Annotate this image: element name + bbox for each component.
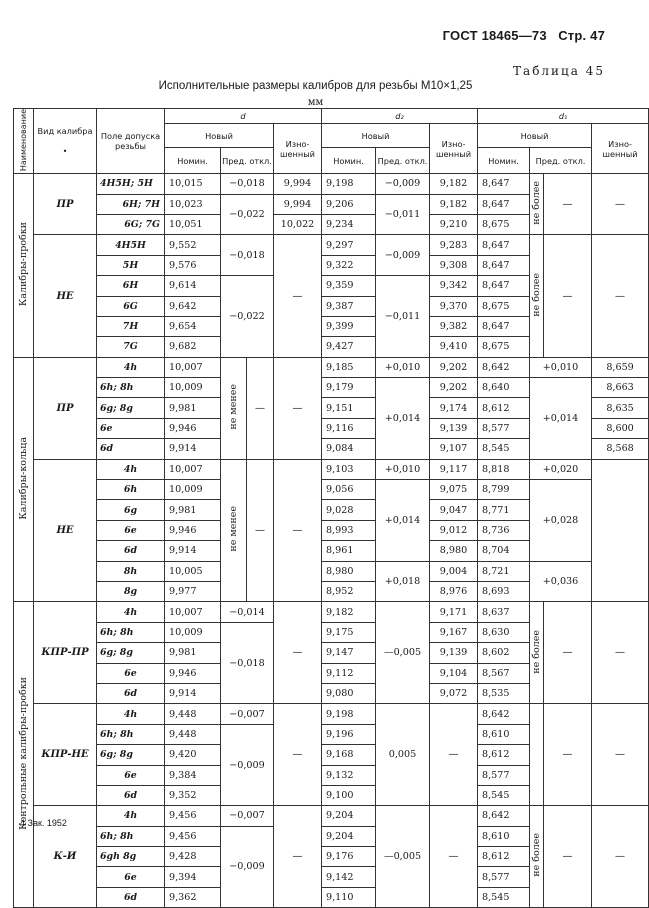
table-cell: +0,014 xyxy=(530,378,592,460)
table-cell: 6d xyxy=(97,541,165,561)
kind-pr-ring: ПР xyxy=(34,357,97,459)
table-cell: 9,428 xyxy=(165,847,221,867)
table-cell: 9,399 xyxy=(322,316,376,336)
table-cell: 8,693 xyxy=(478,581,530,601)
table-cell: 8,736 xyxy=(478,520,530,540)
ne-menee-label: не менее xyxy=(221,459,247,602)
header-d2-izn: Изно-шенный xyxy=(430,124,478,174)
table-cell: 9,103 xyxy=(322,459,376,479)
table-cell xyxy=(530,704,544,806)
table-cell: 9,004 xyxy=(430,561,478,581)
group-kontrol: Контрольные калибры-пробки xyxy=(14,602,34,908)
table-cell: 10,009 xyxy=(165,622,221,642)
table-cell: 0,005 xyxy=(376,704,430,806)
table-cell: −0,014 xyxy=(221,602,274,622)
table-cell: 6h; 8h xyxy=(97,622,165,642)
kind-kpr-ne: КПР-НЕ xyxy=(34,704,97,806)
table-cell: 9,387 xyxy=(322,296,376,316)
table-cell: 8,635 xyxy=(592,398,649,418)
table-cell: 9,427 xyxy=(322,337,376,357)
table-cell: 6d xyxy=(97,785,165,805)
table-cell: 9,167 xyxy=(430,622,478,642)
table-cell: 9,234 xyxy=(322,214,376,234)
table-cell: 9,100 xyxy=(322,785,376,805)
table-cell: 8,642 xyxy=(478,806,530,826)
ne-bolee-label: не более xyxy=(530,602,544,704)
table-cell: 6H xyxy=(97,276,165,296)
table-cell: — xyxy=(544,235,592,357)
table-cell: — xyxy=(544,174,592,235)
header-d-pred: Пред. откл. xyxy=(221,148,274,174)
table-cell: 8,771 xyxy=(478,500,530,520)
table-cell: — xyxy=(592,602,649,704)
table-cell: 9,359 xyxy=(322,276,376,296)
table-cell: 10,007 xyxy=(165,602,221,622)
table-cell: 9,448 xyxy=(165,724,221,744)
table-cell: 10,007 xyxy=(165,459,221,479)
table-cell: 9,994 xyxy=(274,174,322,194)
table-cell: 4h xyxy=(97,704,165,724)
table-cell: 8,647 xyxy=(478,174,530,194)
table-cell: 6h; 8h xyxy=(97,724,165,744)
table-cell: 8,799 xyxy=(478,480,530,500)
header-vid: Вид калибра • xyxy=(34,109,97,174)
table-cell: 9,132 xyxy=(322,765,376,785)
table-cell: 8,602 xyxy=(478,643,530,663)
footer-note: 4 Зак. 1952 xyxy=(20,818,67,828)
table-cell: +0,010 xyxy=(376,357,430,377)
table-cell: 8,952 xyxy=(322,581,376,601)
table-row xyxy=(14,704,649,724)
table-label: Таблица 45 xyxy=(513,64,605,78)
table-cell: 9,104 xyxy=(430,663,478,683)
table-cell: — xyxy=(274,704,322,806)
table-cell: — xyxy=(592,174,649,235)
table-cell: 6h; 8h xyxy=(97,378,165,398)
table-cell: 8,610 xyxy=(478,724,530,744)
table-cell: 8,961 xyxy=(322,541,376,561)
table-cell: 9,410 xyxy=(430,337,478,357)
table-cell: 6g; 8g xyxy=(97,398,165,418)
table-row xyxy=(14,806,649,826)
table-cell: −0,011 xyxy=(376,276,430,358)
table-cell: 9,352 xyxy=(165,785,221,805)
table-cell: −0,009 xyxy=(221,826,274,908)
table-cell: — xyxy=(274,806,322,908)
table-cell: 8,642 xyxy=(478,704,530,724)
table-cell: 9,198 xyxy=(322,174,376,194)
table-cell: −0,007 xyxy=(221,806,274,826)
table-cell: 9,552 xyxy=(165,235,221,255)
table-cell: 9,202 xyxy=(430,357,478,377)
table-cell: 9,182 xyxy=(322,602,376,622)
table-cell: 8,600 xyxy=(592,418,649,438)
table-cell: 8,610 xyxy=(478,826,530,846)
standard-title: ГОСТ 18465—73 xyxy=(442,28,547,43)
table-cell: 9,297 xyxy=(322,235,376,255)
kind-ne: НЕ xyxy=(34,235,97,357)
table-cell: 9,112 xyxy=(322,663,376,683)
table-cell: 9,362 xyxy=(165,887,221,907)
table-cell: 9,179 xyxy=(322,378,376,398)
table-cell: 10,022 xyxy=(274,214,322,234)
table-cell: 9,147 xyxy=(322,643,376,663)
table-cell: 8,545 xyxy=(478,785,530,805)
table-cell: 6gh 8g xyxy=(97,847,165,867)
table-cell: 9,116 xyxy=(322,418,376,438)
table-cell: 6e xyxy=(97,520,165,540)
table-cell: 8,545 xyxy=(478,439,530,459)
table-row xyxy=(14,602,649,622)
table-cell: 7G xyxy=(97,337,165,357)
header-pole: Поле допуска резьбы xyxy=(97,109,165,174)
table-cell: 9,394 xyxy=(165,867,221,887)
table-caption: Исполнительные размеры калибров для резьбы М10×1,25 xyxy=(158,80,473,92)
table-cell: −0,018 xyxy=(221,235,274,276)
header-d1: d₁ xyxy=(478,109,649,124)
header-d2: d₂ xyxy=(322,109,478,124)
table-cell: 8,704 xyxy=(478,541,530,561)
table-cell: +0,010 xyxy=(376,459,430,479)
table-cell: 8,577 xyxy=(478,765,530,785)
ne-menee-label: не менее xyxy=(221,357,247,459)
table-cell: 4H5H xyxy=(97,235,165,255)
table-cell: 6g; 8g xyxy=(97,745,165,765)
table-cell: 9,117 xyxy=(430,459,478,479)
table-cell: 6e xyxy=(97,418,165,438)
table-cell: — xyxy=(274,357,322,459)
header-d-izn: Изно-шенный xyxy=(274,124,322,174)
table-cell: — xyxy=(247,357,274,459)
table-cell: — xyxy=(274,459,322,602)
table-cell: 8,980 xyxy=(430,541,478,561)
table-cell: 8,976 xyxy=(430,581,478,601)
table-cell: 10,007 xyxy=(165,357,221,377)
table-row xyxy=(14,235,649,255)
table-cell: 4h xyxy=(97,806,165,826)
table-cell: 9,654 xyxy=(165,316,221,336)
table-cell: 9,151 xyxy=(322,398,376,418)
table-cell: −0,018 xyxy=(221,174,274,194)
table-cell: +0,010 xyxy=(530,357,592,377)
table-cell: 9,308 xyxy=(430,255,478,275)
table-cell: 4H5H; 5H xyxy=(97,174,165,194)
table-cell: 8,647 xyxy=(478,235,530,255)
table-cell: 9,456 xyxy=(165,826,221,846)
table-cell: 9,028 xyxy=(322,500,376,520)
table-cell: 9,080 xyxy=(322,683,376,703)
table-cell: 9,171 xyxy=(430,602,478,622)
table-row xyxy=(14,378,649,398)
ne-bolee-label: не более xyxy=(530,235,544,357)
table-cell: 8,577 xyxy=(478,867,530,887)
table-cell: 4h xyxy=(97,459,165,479)
table-cell: −0,022 xyxy=(221,276,274,358)
table-row xyxy=(14,174,649,194)
table-cell: 8h xyxy=(97,561,165,581)
table-cell: 8,659 xyxy=(592,357,649,377)
table-cell: +0,036 xyxy=(530,561,592,602)
table-row xyxy=(14,480,649,500)
table-cell: 9,682 xyxy=(165,337,221,357)
table-cell: 9,185 xyxy=(322,357,376,377)
table-cell: −0,009 xyxy=(221,724,274,806)
table-cell xyxy=(592,459,649,602)
kind-pr: ПР xyxy=(34,174,97,235)
table-cell: — xyxy=(544,806,592,908)
table-cell: 9,382 xyxy=(430,316,478,336)
table-cell: 9,176 xyxy=(322,847,376,867)
table-cell: 8,647 xyxy=(478,255,530,275)
table-cell: 8,647 xyxy=(478,316,530,336)
header-d1-new: Новый xyxy=(478,124,592,148)
table-cell: 9,994 xyxy=(274,194,322,214)
table-cell: 9,056 xyxy=(322,480,376,500)
table-cell: +0,028 xyxy=(530,480,592,562)
table-cell: 6H; 7H xyxy=(97,194,165,214)
table-cell: 9,420 xyxy=(165,745,221,765)
table-cell: 9,174 xyxy=(430,398,478,418)
table-cell: 9,981 xyxy=(165,500,221,520)
table-cell: 9,182 xyxy=(430,194,478,214)
table-cell: 8,612 xyxy=(478,745,530,765)
table-cell: 9,142 xyxy=(322,867,376,887)
table-cell: 6G; 7G xyxy=(97,214,165,234)
table-cell: 8,535 xyxy=(478,683,530,703)
table-cell: 9,342 xyxy=(430,276,478,296)
table-cell: 10,015 xyxy=(165,174,221,194)
table-cell: 10,009 xyxy=(165,480,221,500)
table-cell: 6d xyxy=(97,439,165,459)
table-cell: −0,007 xyxy=(221,704,274,724)
table-cell: 10,023 xyxy=(165,194,221,214)
table-cell: 8,640 xyxy=(478,378,530,398)
table-cell: −0,009 xyxy=(376,235,430,276)
table-cell: 4h xyxy=(97,357,165,377)
table-cell: 9,642 xyxy=(165,296,221,316)
table-cell: 8,612 xyxy=(478,398,530,418)
table-cell: — xyxy=(430,806,478,908)
table-cell: 9,210 xyxy=(430,214,478,234)
table-cell: — xyxy=(592,235,649,357)
table-cell: 9,283 xyxy=(430,235,478,255)
table-row xyxy=(14,459,649,479)
table-cell: 9,204 xyxy=(322,806,376,826)
page-number: Стр. 47 xyxy=(558,28,605,43)
table-cell: 6d xyxy=(97,887,165,907)
ne-bolee-label: не более xyxy=(530,174,544,235)
table-cell: — xyxy=(247,459,274,602)
dimensions-table xyxy=(13,108,649,908)
table-cell: 9,204 xyxy=(322,826,376,846)
table-cell: 9,448 xyxy=(165,704,221,724)
table-cell: 8,818 xyxy=(478,459,530,479)
table-cell: −0,018 xyxy=(221,622,274,704)
header-d2-new: Новый xyxy=(322,124,430,148)
table-cell: —0,005 xyxy=(376,806,430,908)
table-cell: 6e xyxy=(97,765,165,785)
table-cell: 9,981 xyxy=(165,643,221,663)
table-cell: 9,198 xyxy=(322,704,376,724)
table-cell: 9,012 xyxy=(430,520,478,540)
table-cell: — xyxy=(544,602,592,704)
table-cell: −0,022 xyxy=(221,194,274,235)
ne-bolee-label: не более xyxy=(530,806,544,908)
table-cell: 9,576 xyxy=(165,255,221,275)
table-cell: 9,914 xyxy=(165,541,221,561)
table-cell: 8,721 xyxy=(478,561,530,581)
table-cell: 8,637 xyxy=(478,602,530,622)
table-cell: 9,168 xyxy=(322,745,376,765)
table-cell: 8,675 xyxy=(478,337,530,357)
table-cell: 8,630 xyxy=(478,622,530,642)
table-cell: — xyxy=(274,235,322,357)
header-d1-pred: Пред. откл. xyxy=(530,148,592,174)
table-cell: −0,011 xyxy=(376,194,430,235)
table-cell: 8,647 xyxy=(478,194,530,214)
header-d1-izn: Изно-шенный xyxy=(592,124,649,174)
table-cell: 9,139 xyxy=(430,418,478,438)
table-cell: 9,206 xyxy=(322,194,376,214)
table-cell: 9,182 xyxy=(430,174,478,194)
table-cell: 9,614 xyxy=(165,276,221,296)
table-cell: 8,993 xyxy=(322,520,376,540)
table-cell: 9,370 xyxy=(430,296,478,316)
table-cell: 6h; 8h xyxy=(97,826,165,846)
table-cell: 8,568 xyxy=(592,439,649,459)
table-cell: 6g xyxy=(97,500,165,520)
table-cell: 9,084 xyxy=(322,439,376,459)
table-cell: 8,642 xyxy=(478,357,530,377)
table-cell: 6d xyxy=(97,683,165,703)
header-d-new: Новый xyxy=(165,124,274,148)
table-cell: 10,009 xyxy=(165,378,221,398)
table-cell: +0,018 xyxy=(376,561,430,602)
header-d2-nom: Номин. xyxy=(322,148,376,174)
kind-k-i: К-И xyxy=(34,806,97,908)
table-cell: 6e xyxy=(97,867,165,887)
table-cell: 6e xyxy=(97,663,165,683)
table-cell: 8g xyxy=(97,581,165,601)
table-cell: 9,914 xyxy=(165,683,221,703)
table-cell: 9,322 xyxy=(322,255,376,275)
table-cell: 8,577 xyxy=(478,418,530,438)
group-koltsa: Калибры-кольца xyxy=(14,357,34,602)
table-cell: 9,072 xyxy=(430,683,478,703)
table-cell: 9,139 xyxy=(430,643,478,663)
table-cell: 10,051 xyxy=(165,214,221,234)
table-cell: 9,047 xyxy=(430,500,478,520)
table-cell: 8,567 xyxy=(478,663,530,683)
table-cell: 6g; 8g xyxy=(97,643,165,663)
group-probki: Калибры-пробки xyxy=(14,174,34,358)
table-cell: 8,612 xyxy=(478,847,530,867)
table-cell: — xyxy=(592,806,649,908)
table-cell: 9,175 xyxy=(322,622,376,642)
table-row xyxy=(14,561,649,581)
table-row xyxy=(14,357,649,377)
table-cell: 9,384 xyxy=(165,765,221,785)
table-cell: 7H xyxy=(97,316,165,336)
table-cell: 8,675 xyxy=(478,214,530,234)
table-cell: −0,009 xyxy=(376,174,430,194)
table-cell: 9,946 xyxy=(165,520,221,540)
header-d1-nom: Номин. xyxy=(478,148,530,174)
table-cell: 9,110 xyxy=(322,887,376,907)
table-cell: 9,075 xyxy=(430,480,478,500)
table-cell: 8,663 xyxy=(592,378,649,398)
table-cell: +0,014 xyxy=(376,480,430,562)
table-cell: — xyxy=(592,704,649,806)
header-naim: Наименование xyxy=(14,109,34,174)
table-cell: +0,014 xyxy=(376,378,430,460)
table-cell: 8,647 xyxy=(478,276,530,296)
table-cell: 6h xyxy=(97,480,165,500)
table-cell: 9,202 xyxy=(430,378,478,398)
table-cell: 9,456 xyxy=(165,806,221,826)
table-cell: 8,980 xyxy=(322,561,376,581)
header-d-nom: Номин. xyxy=(165,148,221,174)
table-cell: 10,005 xyxy=(165,561,221,581)
table-cell: 9,977 xyxy=(165,581,221,601)
header-d: d xyxy=(165,109,322,124)
table-cell: 5H xyxy=(97,255,165,275)
table-cell: 4h xyxy=(97,602,165,622)
table-cell: 8,545 xyxy=(478,887,530,907)
page-header xyxy=(443,28,605,43)
table-cell: —0,005 xyxy=(376,602,430,704)
kind-ne-ring: НЕ xyxy=(34,459,97,602)
unit-label: мм xyxy=(307,97,324,108)
table-cell: — xyxy=(430,704,478,806)
table-cell: 9,107 xyxy=(430,439,478,459)
table-cell: +0,020 xyxy=(530,459,592,479)
table-cell: 6G xyxy=(97,296,165,316)
table-cell: 9,914 xyxy=(165,439,221,459)
table-cell: — xyxy=(544,704,592,806)
kind-kpr-pr: КПР-ПР xyxy=(34,602,97,704)
table-cell: 9,946 xyxy=(165,418,221,438)
table-cell: 8,675 xyxy=(478,296,530,316)
header-d2-pred: Пред. откл. xyxy=(376,148,430,174)
table-cell: 9,946 xyxy=(165,663,221,683)
table-cell: 9,196 xyxy=(322,724,376,744)
table-cell: — xyxy=(274,602,322,704)
table-cell: 9,981 xyxy=(165,398,221,418)
